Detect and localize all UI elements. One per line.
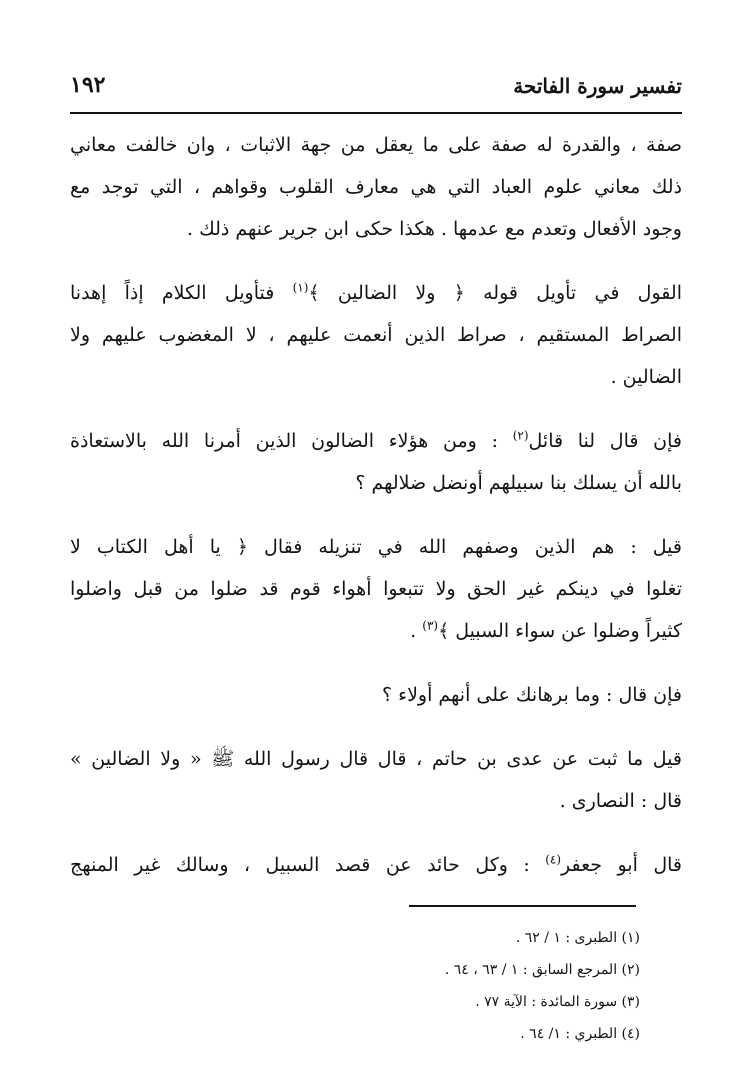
text-segment: كثيراً وضلوا عن سواء السبيل ﴾ [438, 620, 682, 642]
text-line: صفة ، والقدرة له صفة على ما يعقل من جهة الاثبات ، وان خالفت معاني [70, 134, 682, 156]
text-segment: القول في تأويل قوله ﴿ ولا الضالين ﴾ [308, 282, 682, 304]
text-line [70, 610, 682, 652]
footnote-ref-4: (٤) [545, 852, 562, 867]
paragraph-4 [70, 526, 682, 652]
text-line: الضالين . [610, 366, 682, 388]
footnote-2: (٢) المرجع السابق : ١ / ٦٣ ، ٦٤ . [444, 962, 640, 978]
footnote-ref-3: (٣) [422, 618, 439, 633]
text-line [70, 844, 682, 886]
text-segment: : ومن هؤلاء الضالون الذين أمرنا الله بالاستعاذة [70, 430, 513, 452]
text-line: الصراط المستقيم ، صراط الذين أنعمت عليهم ، لا المغضوب عليهم ولا [70, 324, 682, 346]
text-line: فإن قال : وما برهانك على أنهم أولاء ؟ [382, 684, 682, 706]
text-line [70, 272, 682, 314]
footnote-ref-2: (٢) [512, 428, 529, 443]
running-title: تفسير سورة الفاتحة [513, 74, 682, 98]
text-line: قيل ما ثبت عن عدى بن حاتم ، قال قال رسول الله ﷺ « ولا الضالين » [70, 748, 682, 770]
footnotes [340, 922, 640, 1050]
paragraph-7 [70, 844, 682, 886]
text-segment: فإن قال لنا قائل [528, 430, 682, 452]
paragraph-5 [70, 674, 682, 716]
page-number: ١٩٢ [70, 72, 106, 98]
page-header [70, 68, 682, 102]
text-segment: . [410, 620, 423, 642]
footnote-rule [409, 905, 636, 907]
text-line: تغلوا في دينكم غير الحق ولا تتبعوا أهواء قوم قد ضلوا من قبل واضلوا [70, 578, 682, 600]
footnote-1: (١) الطبرى : ١ / ٦٢ . [515, 930, 640, 946]
header-rule [70, 112, 682, 114]
text-segment: فتأويل الكلام إذاً إهدنا [70, 282, 293, 304]
text-line: وجود الأفعال وتعدم مع عدمها . هكذا حكى ابن جرير عنهم ذلك . [186, 218, 682, 240]
paragraph-2 [70, 272, 682, 398]
text-segment: قال أبو جعفر [561, 854, 682, 876]
text-line: قال : النصارى . [559, 790, 682, 812]
footnote-3: (٣) سورة المائدة : الآية ٧٧ . [475, 994, 640, 1010]
paragraph-3 [70, 420, 682, 504]
text-line: بالله أن يسلك بنا سبيلهم أونضل ضلالهم ؟ [355, 472, 682, 494]
text-line: قيل : هم الذين وصفهم الله في تنزيله فقال ﴿ يا أهل الكتاب لا [70, 536, 682, 558]
paragraph-1 [70, 124, 682, 250]
footnote-ref-1: (١) [292, 280, 309, 295]
paragraph-6 [70, 738, 682, 822]
text-segment: : وكل حائد عن قصد السبيل ، وسالك غير المنهج [70, 854, 546, 876]
footnote-4: (٤) الطبري : ١/ ٦٤ . [520, 1026, 640, 1042]
body-text [70, 124, 682, 908]
text-line: ذلك معاني علوم العباد التي هي معارف القلوب وقواهم ، التي توجد مع [70, 176, 682, 198]
text-line [70, 420, 682, 462]
